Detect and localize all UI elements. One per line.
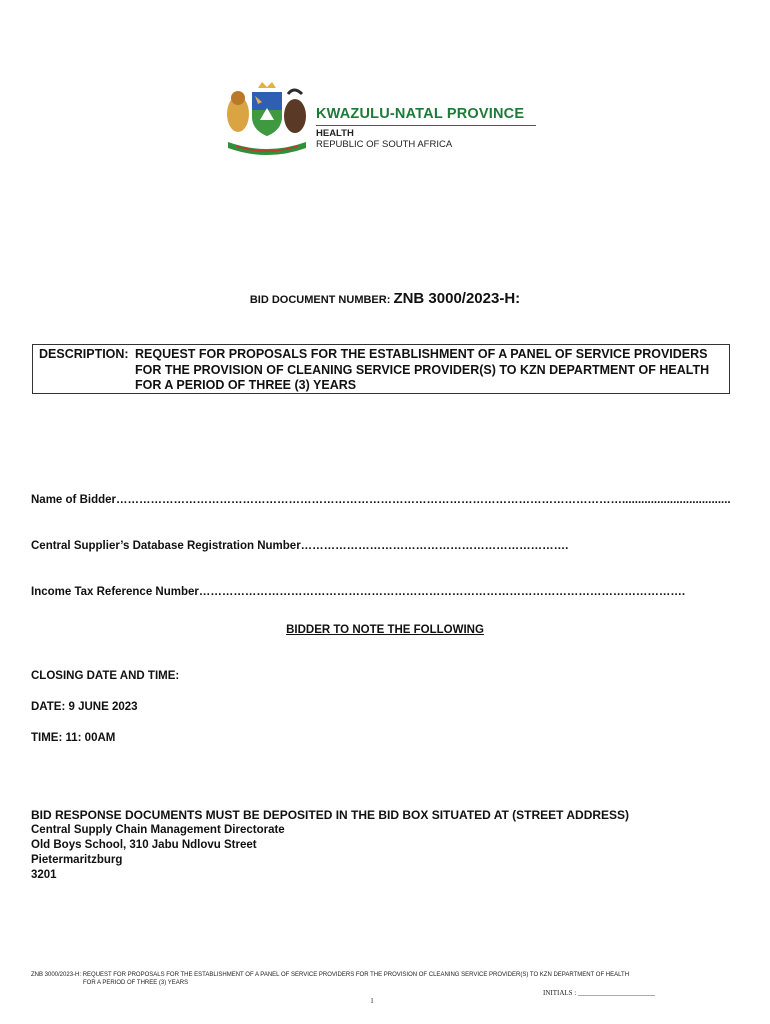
country-name: REPUBLIC OF SOUTH AFRICA <box>316 139 453 150</box>
page-footer <box>31 971 681 987</box>
province-name: KWAZULU-NATAL PROVINCE <box>316 106 525 122</box>
department-name: HEALTH <box>316 128 354 139</box>
closing-heading: CLOSING DATE AND TIME: <box>31 670 180 682</box>
deposit-address <box>31 808 629 883</box>
closing-date: DATE: 9 JUNE 2023 <box>31 701 138 713</box>
deposit-instruction: BID RESPONSE DOCUMENTS MUST BE DEPOSITED IN THE BID BOX SITUATED AT (STREET ADDRESS) <box>31 808 630 822</box>
address-line-3: Pietermaritzburg <box>31 854 123 866</box>
bidder-name-field: Name of Bidder…………………………………………………………………………………………………………………….................................. <box>31 494 731 506</box>
tax-number-field: Income Tax Reference Number………………………………………………………………………………………………………………. <box>31 586 686 598</box>
bid-number-value: ZNB 3000/2023-H: <box>393 290 521 307</box>
footer-line-2: FOR A PERIOD OF THREE (3) YEARS <box>83 980 189 986</box>
address-line-1: Central Supply Chain Management Directorate <box>31 824 285 836</box>
closing-time: TIME: 11: 00AM <box>31 732 116 744</box>
bid-number-label: BID DOCUMENT NUMBER: <box>249 294 394 306</box>
description-label: DESCRIPTION: <box>39 347 129 361</box>
bid-document-number <box>0 290 770 308</box>
initials-field: INITIALS : ______________________ <box>543 989 655 997</box>
csd-number-field: Central Supplier’s Database Registration Number……………………………………………………………. <box>31 540 569 552</box>
header-divider <box>316 125 536 126</box>
description-text: REQUEST FOR PROPOSALS FOR THE ESTABLISHMENT OF A PANEL OF SERVICE PROVIDERS FOR THE PROVISION OF CLEANING SERVICE PROVIDER(S) TO KZN DEPARTMENT OF HEALTH FOR A PERIOD OF THREE (3) YEARS <box>135 347 710 392</box>
kzn-coat-of-arms-icon <box>222 80 312 158</box>
address-line-4: 3201 <box>31 869 57 881</box>
page-number: 1 <box>370 997 374 1005</box>
footer-line-1: ZNB 3000/2023-H: REQUEST FOR PROPOSALS FOR THE ESTABLISHMENT OF A PANEL OF SERVICE PROVIDERS FOR THE PROVISION OF CLEANING SERVICE PROVIDER(S) TO KZN DEPARTMENT OF HEALTH <box>31 972 630 978</box>
address-line-2: Old Boys School, 310 Jabu Ndlovu Street <box>31 839 257 851</box>
bidder-notice-heading: BIDDER TO NOTE THE FOLLOWING <box>286 624 484 636</box>
